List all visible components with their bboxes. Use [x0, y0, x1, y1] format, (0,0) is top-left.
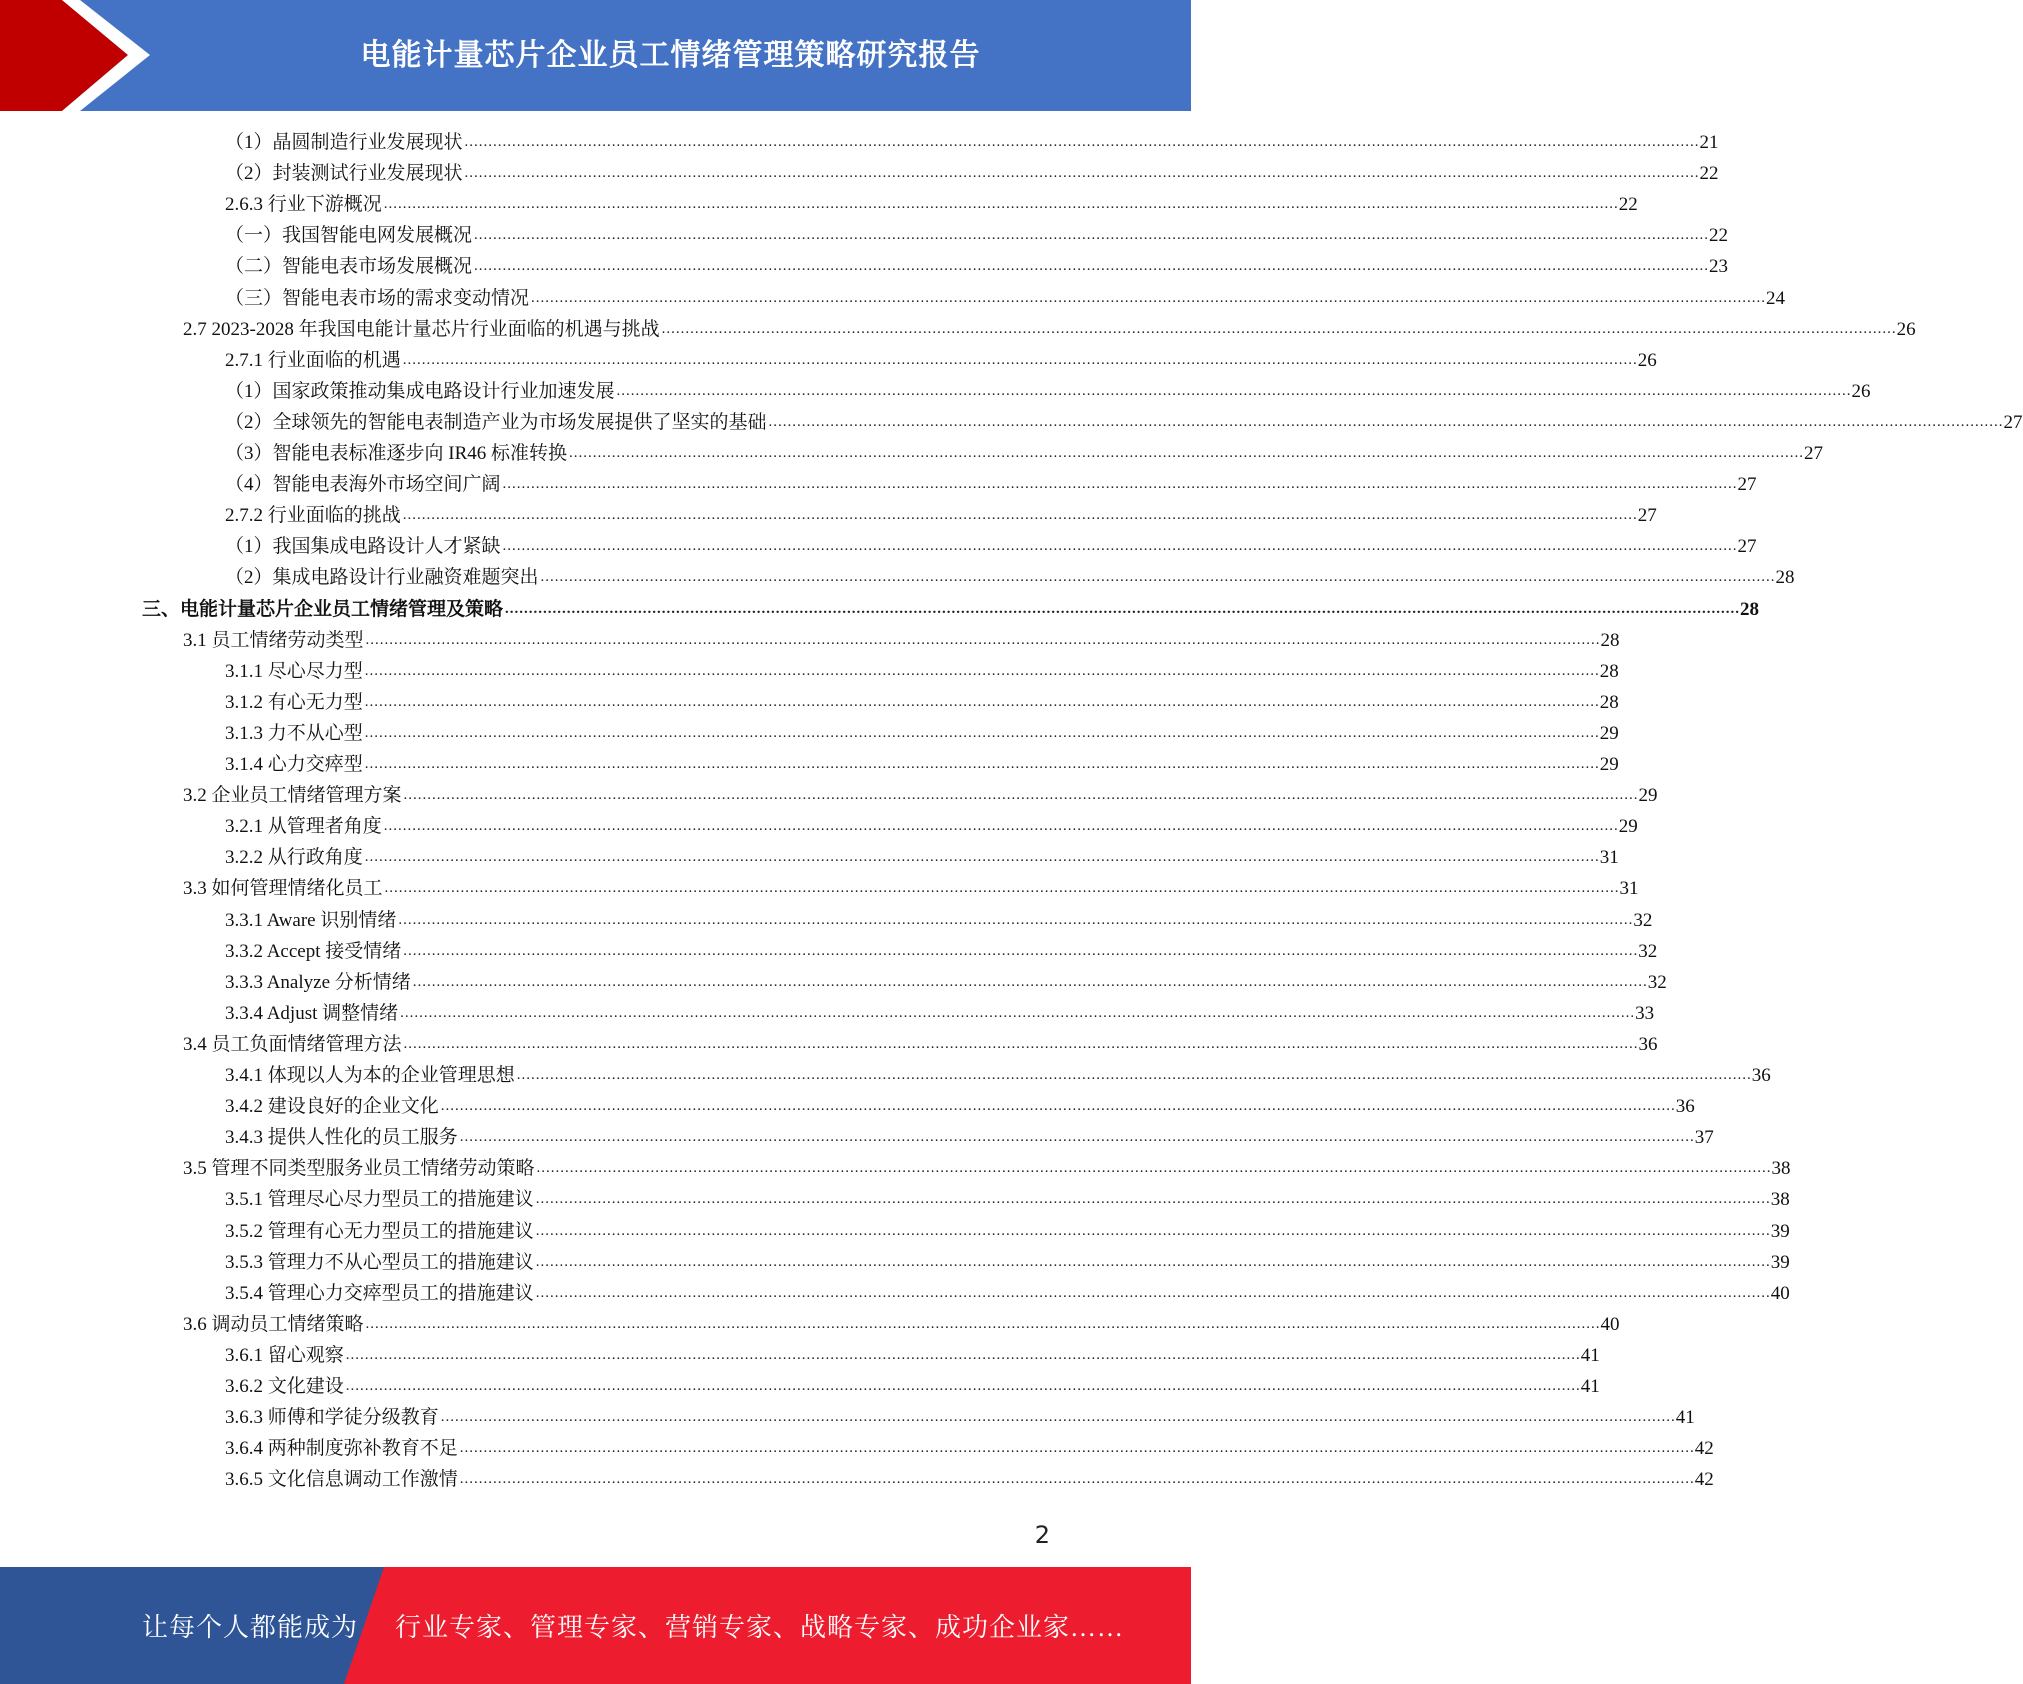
toc-entry-page: 36 [1638, 1034, 1658, 1055]
toc-entry[interactable] [225, 1060, 1771, 1088]
toc-leader-dots: .................................................................................................................................................................................................................................................................... [502, 538, 1738, 554]
toc-entry[interactable] [225, 345, 1657, 373]
toc-entry-title: 3.1.4 心力交瘁型 [225, 754, 363, 775]
toc-entry-title: 3.5.4 管理心力交瘁型员工的措施建议 [225, 1283, 534, 1304]
toc-entry-title: 2.6.3 行业下游概况 [225, 194, 382, 215]
toc-entry-title: （一）我国智能电网发展概况 [225, 225, 473, 246]
toc-entry-page: 39 [1770, 1252, 1790, 1273]
toc-entry-page: 28 [1599, 692, 1619, 713]
toc-entry-title: 2.7 2023-2028 年我国电能计量芯片行业面临的机遇与挑战 [183, 319, 660, 340]
toc-entry-title: 3.4 员工负面情绪管理方法 [183, 1034, 402, 1055]
toc-entry[interactable] [225, 127, 1719, 155]
toc-entry-title: 3.3 如何管理情绪化员工 [183, 878, 383, 899]
toc-entry-page: 28 [1599, 661, 1619, 682]
toc-entry[interactable] [183, 1309, 1620, 1337]
toc-leader-dots: .................................................................................................................................................................................................................................................................... [459, 1129, 1695, 1145]
page-footer [0, 1567, 1191, 1684]
toc-entry-page: 37 [1694, 1127, 1714, 1148]
toc-entry-page: 31 [1619, 878, 1639, 899]
toc-entry-title: 3.4.3 提供人性化的员工服务 [225, 1127, 458, 1148]
toc-entry-title: 3.2.1 从管理者角度 [225, 816, 382, 837]
toc-entry-page: 31 [1599, 847, 1619, 868]
toc-leader-dots: .................................................................................................................................................................................................................................................................... [402, 507, 1638, 523]
footer-slogan-left: 让每个人都能成为 [142, 1613, 359, 1642]
toc-entry[interactable] [225, 718, 1619, 746]
toc-entry-page: 26 [1851, 381, 1871, 402]
toc-leader-dots: .................................................................................................................................................................................................................................................................... [535, 1285, 1771, 1301]
toc-entry-page: 42 [1694, 1438, 1714, 1459]
toc-entry-title: 3.4.1 体现以人为本的企业管理思想 [225, 1065, 515, 1086]
toc-entry[interactable] [225, 283, 1786, 311]
toc-leader-dots: .................................................................................................................................................................................................................................................................... [536, 1160, 1772, 1176]
toc-leader-dots: .................................................................................................................................................................................................................................................................... [505, 601, 1741, 617]
toc-entry-page: 32 [1647, 972, 1667, 993]
toc-entry[interactable] [225, 1247, 1790, 1275]
toc-entry[interactable] [225, 1122, 1714, 1150]
toc-entry-page: 28 [1775, 567, 1795, 588]
toc-entry-title: 3.5.2 管理有心无力型员工的措施建议 [225, 1221, 534, 1242]
toc-leader-dots: .................................................................................................................................................................................................................................................................... [345, 1378, 1581, 1394]
toc-entry[interactable] [225, 1278, 1790, 1306]
toc-leader-dots: .................................................................................................................................................................................................................................................................... [402, 352, 1638, 368]
toc-entry-page: 23 [1709, 256, 1729, 277]
report-title: 电能计量芯片企业员工情绪管理策略研究报告 [360, 38, 981, 73]
toc-entry[interactable] [225, 189, 1638, 217]
toc-entry[interactable] [225, 749, 1619, 777]
toc-leader-dots: .................................................................................................................................................................................................................................................................... [398, 912, 1634, 928]
toc-entry[interactable] [225, 158, 1719, 186]
toc-leader-dots: .................................................................................................................................................................................................................................................................... [474, 258, 1710, 274]
toc-entry-page: 40 [1770, 1283, 1790, 1304]
toc-entry-page: 39 [1770, 1221, 1790, 1242]
toc-entry-title: （二）智能电表市场发展概况 [225, 256, 473, 277]
toc-entry-page: 29 [1638, 785, 1658, 806]
toc-entry[interactable] [225, 936, 1658, 964]
toc-entry-page: 38 [1771, 1158, 1791, 1179]
toc-entry-page: 24 [1766, 288, 1786, 309]
toc-entry[interactable] [225, 1402, 1695, 1430]
toc-entry-title: 2.7.1 行业面临的机遇 [225, 350, 401, 371]
toc-entry[interactable] [183, 625, 1620, 653]
toc-leader-dots: .................................................................................................................................................................................................................................................................... [569, 445, 1805, 461]
toc-entry-page: 41 [1580, 1345, 1600, 1366]
toc-entry-page: 27 [1804, 443, 1824, 464]
page-number: 2 [1034, 1521, 1050, 1549]
toc-leader-dots: .................................................................................................................................................................................................................................................................... [412, 974, 1648, 990]
toc-entry[interactable] [225, 376, 1871, 404]
toc-entry[interactable] [183, 314, 1916, 342]
toc-leader-dots: .................................................................................................................................................................................................................................................................... [364, 694, 1600, 710]
toc-leader-dots: .................................................................................................................................................................................................................................................................... [364, 725, 1600, 741]
toc-entry-page: 29 [1618, 816, 1638, 837]
toc-leader-dots: .................................................................................................................................................................................................................................................................... [502, 476, 1738, 492]
toc-entry-title: 3.6.3 师傅和学徒分级教育 [225, 1407, 439, 1428]
toc-entry-title: 3.1.2 有心无力型 [225, 692, 363, 713]
page-header [0, 0, 1191, 111]
toc-leader-dots: .................................................................................................................................................................................................................................................................... [364, 663, 1600, 679]
toc-entry[interactable] [225, 500, 1657, 528]
toc-entry[interactable] [225, 438, 1824, 466]
toc-entry-title: （1）国家政策推动集成电路设计行业加速发展 [225, 381, 615, 402]
toc-entry-title: 3.2.2 从行政角度 [225, 847, 363, 868]
toc-entry-title: 3.6.1 留心观察 [225, 1345, 344, 1366]
toc-leader-dots: .................................................................................................................................................................................................................................................................... [403, 1036, 1639, 1052]
toc-leader-dots: .................................................................................................................................................................................................................................................................... [365, 632, 1601, 648]
toc-leader-dots: .................................................................................................................................................................................................................................................................... [535, 1254, 1771, 1270]
toc-leader-dots: .................................................................................................................................................................................................................................................................... [464, 165, 1700, 181]
toc-entry[interactable] [183, 780, 1658, 808]
toc-entry-title: 3.1 员工情绪劳动类型 [183, 630, 364, 651]
toc-entry-title: 三、电能计量芯片企业员工情绪管理及策略 [142, 599, 504, 620]
toc-leader-dots: .................................................................................................................................................................................................................................................................... [535, 1223, 1771, 1239]
toc-entry-page: 36 [1675, 1096, 1695, 1117]
toc-entry[interactable] [225, 1184, 1790, 1212]
toc-entry[interactable] [225, 905, 1653, 933]
toc-entry[interactable] [225, 1464, 1714, 1492]
toc-leader-dots: .................................................................................................................................................................................................................................................................... [464, 134, 1700, 150]
toc-leader-dots: .................................................................................................................................................................................................................................................................... [540, 569, 1776, 585]
toc-entry-title: 3.6 调动员工情绪策略 [183, 1314, 364, 1335]
toc-entry[interactable] [225, 1091, 1695, 1119]
toc-entry-page: 27 [2003, 412, 2023, 433]
toc-leader-dots: .................................................................................................................................................................................................................................................................... [535, 1191, 1771, 1207]
toc-entry[interactable] [225, 531, 1757, 559]
toc-entry-page: 26 [1637, 350, 1657, 371]
toc-entry-title: 2.7.2 行业面临的挑战 [225, 505, 401, 526]
toc-entry-title: （三）智能电表市场的需求变动情况 [225, 288, 530, 309]
toc-entry-title: 3.4.2 建设良好的企业文化 [225, 1096, 439, 1117]
toc-entry[interactable] [225, 811, 1638, 839]
toc-entry-page: 22 [1618, 194, 1638, 215]
toc-entry-title: 3.3.4 Adjust 调整情绪 [225, 1003, 399, 1024]
toc-entry[interactable] [225, 842, 1619, 870]
toc-entry-page: 28 [1740, 599, 1760, 620]
toc-entry-page: 29 [1599, 723, 1619, 744]
toc-entry-title: 3.5.3 管理力不从心型员工的措施建议 [225, 1252, 534, 1273]
toc-entry-page: 38 [1770, 1189, 1790, 1210]
toc-leader-dots: .................................................................................................................................................................................................................................................................... [616, 383, 1852, 399]
toc-entry-title: （2）封装测试行业发展现状 [225, 163, 463, 184]
toc-entry[interactable] [183, 873, 1639, 901]
toc-entry-page: 32 [1638, 941, 1658, 962]
toc-entry[interactable] [225, 1371, 1600, 1399]
toc-entry-title: （4）智能电表海外市场空间广阔 [225, 474, 501, 495]
toc-leader-dots: .................................................................................................................................................................................................................................................................... [474, 227, 1710, 243]
toc-entry-page: 41 [1675, 1407, 1695, 1428]
toc-entry-title: （3）智能电表标准逐步向 IR46 标准转换 [225, 443, 568, 464]
toc-entry[interactable] [225, 1216, 1790, 1244]
toc-entry-title: 3.1.3 力不从心型 [225, 723, 363, 744]
toc-entry-title: 3.2 企业员工情绪管理方案 [183, 785, 402, 806]
toc-leader-dots: .................................................................................................................................................................................................................................................................... [459, 1471, 1695, 1487]
toc-entry-title: 3.3.3 Analyze 分析情绪 [225, 972, 411, 993]
toc-leader-dots: .................................................................................................................................................................................................................................................................... [440, 1098, 1676, 1114]
toc-entry-title: 3.6.2 文化建设 [225, 1376, 344, 1397]
toc-entry-title: 3.5.1 管理尽心尽力型员工的措施建议 [225, 1189, 534, 1210]
toc-entry-title: 3.1.1 尽心尽力型 [225, 661, 363, 682]
toc-entry-page: 22 [1709, 225, 1729, 246]
toc-leader-dots: .................................................................................................................................................................................................................................................................... [516, 1067, 1752, 1083]
toc-leader-dots: .................................................................................................................................................................................................................................................................... [345, 1347, 1581, 1363]
toc-entry[interactable] [225, 656, 1619, 684]
toc-leader-dots: .................................................................................................................................................................................................................................................................... [459, 1440, 1695, 1456]
footer-slogan-right: 行业专家、管理专家、营销专家、战略专家、成功企业家…… [395, 1613, 1125, 1642]
toc-leader-dots: .................................................................................................................................................................................................................................................................... [383, 196, 1619, 212]
toc-entry-title: 3.3.2 Accept 接受情绪 [225, 941, 402, 962]
toc-entry-title: （2）全球领先的智能电表制造产业为市场发展提供了坚实的基础 [225, 412, 767, 433]
toc-leader-dots: .................................................................................................................................................................................................................................................................... [403, 787, 1639, 803]
toc-entry[interactable] [225, 967, 1667, 995]
toc-leader-dots: .................................................................................................................................................................................................................................................................... [365, 1316, 1601, 1332]
toc-entry[interactable] [225, 687, 1619, 715]
toc-entry-title: （2）集成电路设计行业融资难题突出 [225, 567, 539, 588]
toc-entry-page: 32 [1633, 910, 1653, 931]
toc-entry[interactable] [225, 562, 1795, 590]
toc-entry-title: 3.3.1 Aware 识别情绪 [225, 910, 397, 931]
toc-leader-dots: .................................................................................................................................................................................................................................................................... [403, 943, 1639, 959]
toc-leader-dots: .................................................................................................................................................................................................................................................................... [400, 1005, 1636, 1021]
toc-leader-dots: .................................................................................................................................................................................................................................................................... [364, 849, 1600, 865]
toc-entry-title: 3.5 管理不同类型服务业员工情绪劳动策略 [183, 1158, 535, 1179]
toc-leader-dots: .................................................................................................................................................................................................................................................................... [440, 1409, 1676, 1425]
toc-entry[interactable] [225, 407, 2023, 435]
toc-leader-dots: .................................................................................................................................................................................................................................................................... [768, 414, 2004, 430]
toc-entry[interactable] [225, 251, 1729, 279]
toc-entry[interactable] [225, 220, 1729, 248]
toc-leader-dots: .................................................................................................................................................................................................................................................................... [384, 880, 1620, 896]
toc-entry-page: 42 [1694, 1469, 1714, 1490]
toc-entry-page: 27 [1637, 505, 1657, 526]
toc-entry[interactable] [183, 1153, 1791, 1181]
toc-entry-title: 3.6.4 两种制度弥补教育不足 [225, 1438, 458, 1459]
toc-entry-page: 28 [1600, 630, 1620, 651]
toc-entry[interactable] [225, 469, 1757, 497]
toc-entry-page: 22 [1699, 163, 1719, 184]
toc-entry-page: 36 [1751, 1065, 1771, 1086]
toc-entry-title: 3.6.5 文化信息调动工作激情 [225, 1469, 458, 1490]
toc-entry-page: 27 [1737, 536, 1757, 557]
toc-entry-page: 40 [1600, 1314, 1620, 1335]
toc-entry[interactable] [142, 594, 1760, 622]
toc-entry-title: （1）我国集成电路设计人才紧缺 [225, 536, 501, 557]
toc-entry[interactable] [225, 1433, 1714, 1461]
toc-entry[interactable] [183, 1029, 1658, 1057]
toc-entry-page: 27 [1737, 474, 1757, 495]
toc-leader-dots: .................................................................................................................................................................................................................................................................... [531, 290, 1767, 306]
toc-entry[interactable] [225, 998, 1655, 1026]
toc-entry[interactable] [225, 1340, 1600, 1368]
toc-entry-page: 26 [1896, 319, 1916, 340]
toc-entry-page: 41 [1580, 1376, 1600, 1397]
toc-entry-page: 29 [1599, 754, 1619, 775]
toc-leader-dots: .................................................................................................................................................................................................................................................................... [383, 818, 1619, 834]
toc-entry-title: （1）晶圆制造行业发展现状 [225, 132, 463, 153]
toc-leader-dots: .................................................................................................................................................................................................................................................................... [364, 756, 1600, 772]
toc-entry-page: 33 [1635, 1003, 1655, 1024]
toc-entry-page: 21 [1699, 132, 1719, 153]
toc-leader-dots: .................................................................................................................................................................................................................................................................... [661, 321, 1897, 337]
